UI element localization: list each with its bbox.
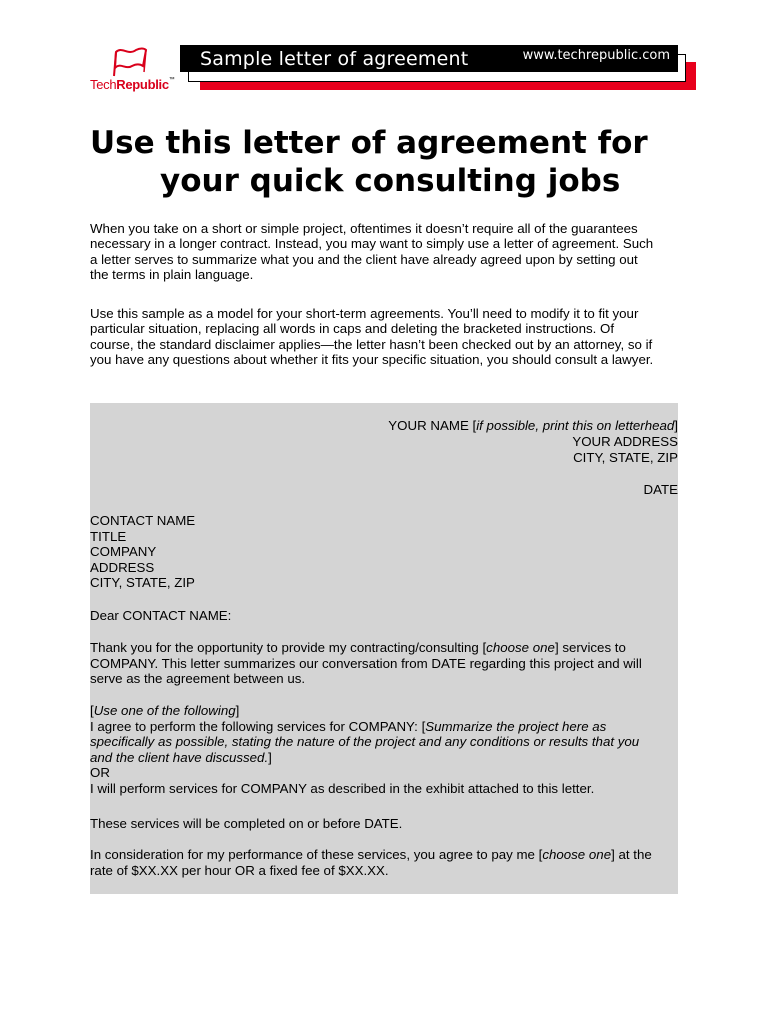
completion-sentence: These services will be completed on or before DATE. — [90, 816, 403, 831]
sender-address: YOUR ADDRESS — [572, 434, 678, 449]
sender-city: CITY, STATE, ZIP — [573, 450, 678, 465]
logo-wordmark: TechRepublic™ — [90, 77, 175, 92]
intro-line: course, the standard disclaimer applies—the letter hasn’t been checked out by an attorney, so if — [90, 336, 653, 352]
page-title — [90, 124, 690, 200]
title-line-1: Use this letter of agreement for — [90, 125, 648, 161]
header-banner — [180, 45, 678, 72]
letter-date: DATE — [643, 482, 678, 497]
service-options: [Use one of the following] I agree to perform the following services for COMPANY: [Summarize the project here as specifically as possible, stating the nature of the project and any conditions or results that you and the client have discussed.] OR I will perform services for COMPANY as described in the exhibit attached to this letter. — [90, 703, 640, 796]
intro-line: Use this sample as a model for your short-term agreements. You’ll need to modify it to fit your — [90, 306, 639, 321]
banner-title: Sample letter of agreement — [200, 47, 469, 70]
intro-line: a letter serves to summarize what you and the client have already agreed upon by setting out — [90, 251, 638, 267]
payment-paragraph: In consideration for my performance of these services, you agree to pay me [choose one] at the rate of $XX.XX per hour OR a fixed fee of $XX.XX. — [90, 847, 652, 878]
banner-url[interactable]: www.techrepublic.com — [522, 48, 670, 63]
recipient-line: CITY, STATE, ZIP — [90, 575, 195, 591]
intro-line: necessary in a longer contract. Instead, you may want to simply use a letter of agreement. Such — [90, 236, 654, 252]
intro-line: When you take on a short or simple project, oftentimes it doesn’t require all of the guarantees — [90, 221, 638, 236]
intro-line: the terms in plain language. — [90, 267, 254, 283]
flag-icon — [110, 42, 150, 78]
sender-name: YOUR NAME [if possible, print this on letterhead] — [388, 418, 678, 433]
intro-line: particular situation, replacing all words in caps and deleting the bracketed instructions. Of — [90, 321, 615, 337]
recipient-line: COMPANY — [90, 544, 157, 560]
recipient-line: TITLE — [90, 528, 127, 544]
intro-paragraph-1 — [90, 221, 682, 283]
recipient-block — [90, 513, 676, 591]
recipient-line: ADDRESS — [90, 559, 155, 575]
intro-line: you have any questions about whether it fits your specific situation, you should consult a lawyer. — [90, 352, 654, 368]
intro-paragraph-2 — [90, 306, 682, 368]
techrepublic-logo — [88, 42, 178, 98]
intro-paragraph: Thank you for the opportunity to provide my contracting/consulting [choose one] services to COMPANY. This letter summarizes our conversation from DATE regarding this project and will serve as the agreement between us. — [90, 640, 642, 687]
recipient-line: CONTACT NAME — [90, 513, 196, 528]
salutation: Dear CONTACT NAME: — [90, 608, 232, 623]
sample-letter — [90, 403, 678, 894]
title-line-2: your quick consulting jobs — [160, 163, 621, 199]
